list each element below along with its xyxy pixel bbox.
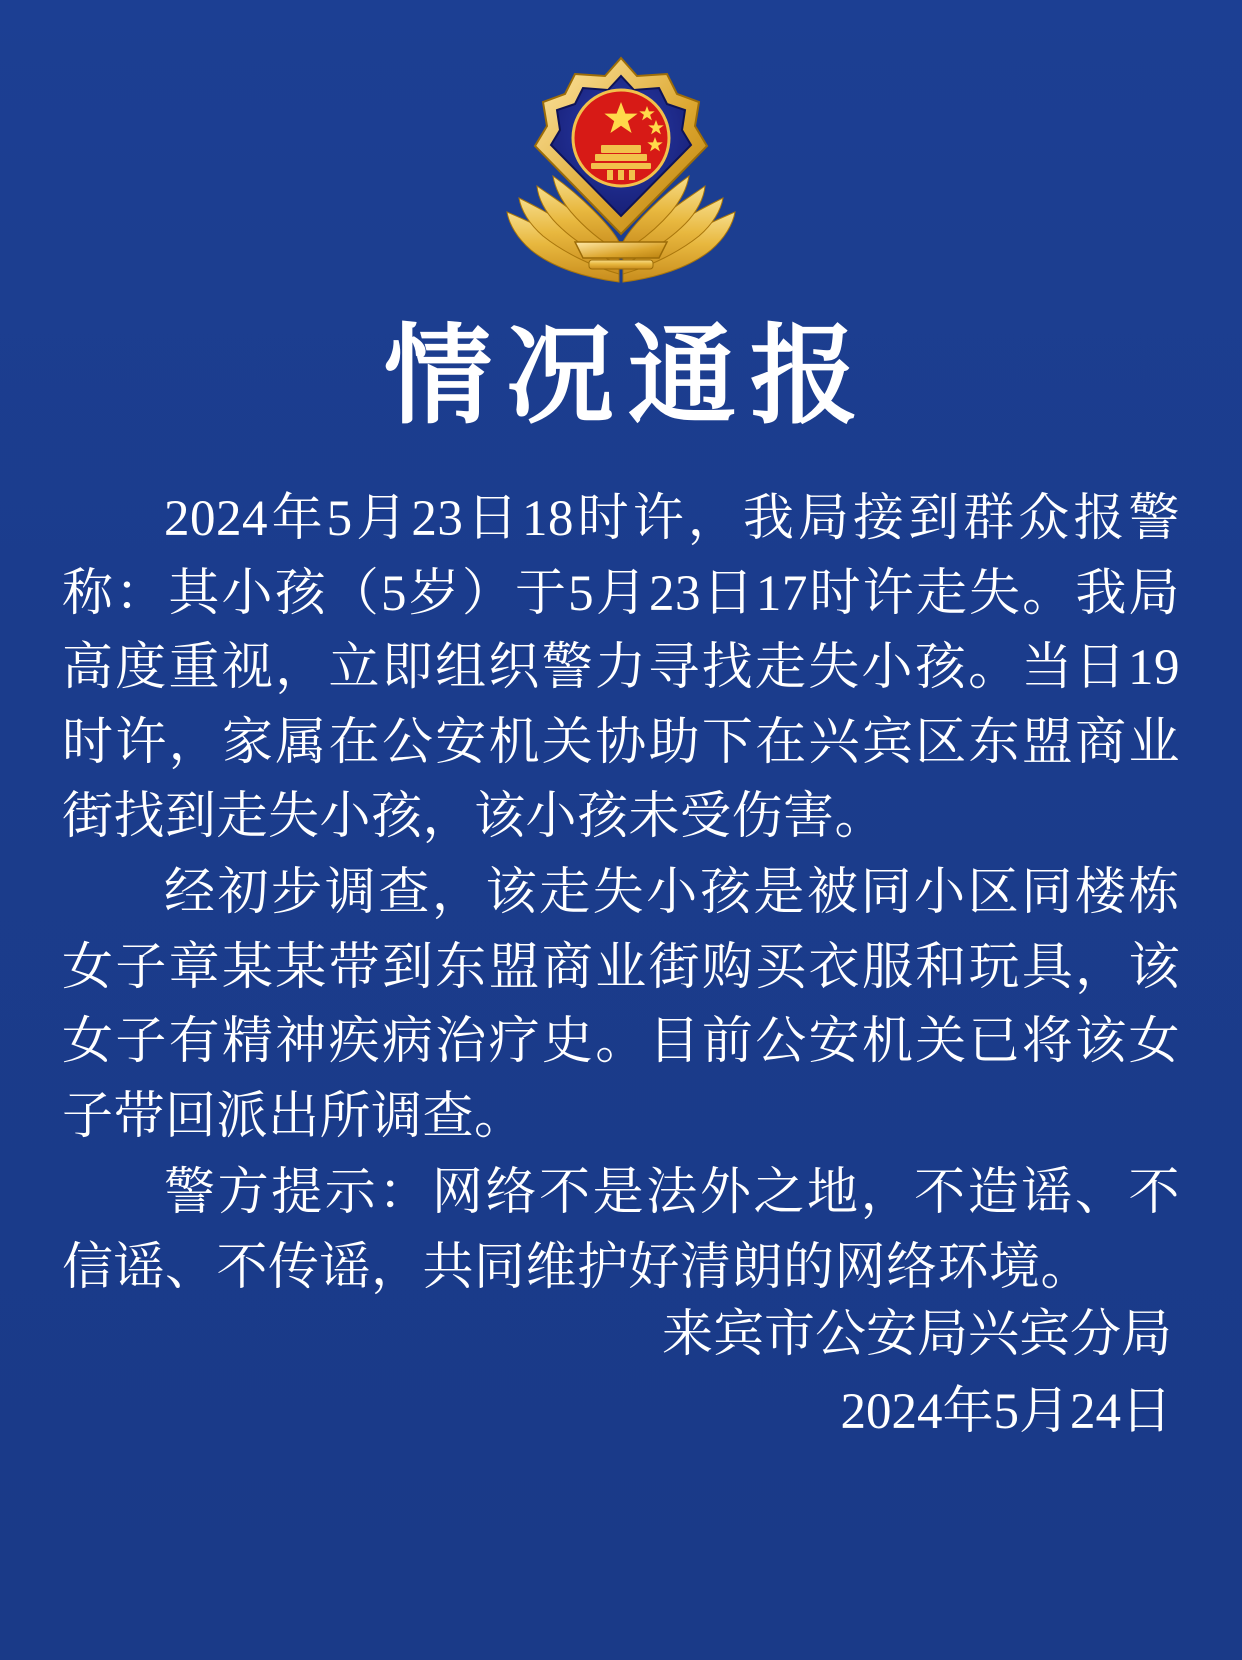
paragraph-3: 警方提示：网络不是法外之地，不造谣、不信谣、不传谣，共同维护好清朗的网络环境。 (62, 1165, 1180, 1296)
issuing-authority: 来宾市公安局兴宾分局 (661, 1307, 1172, 1363)
signature-block (662, 1297, 1172, 1450)
paragraph-2: 经初步调查，该走失小孩是被同小区同楼栋女子章某某带到东盟商业街购买衣服和玩具，该女子有精神疾病治疗史。目前公安机关已将该女子带回派出所调查。 (62, 865, 1180, 1145)
china-police-emblem (491, 46, 751, 298)
issue-date: 2024年5月24日 (840, 1383, 1172, 1440)
paragraph-1: 2024年5月23日18时许，我局接到群众报警称：其小孩（5岁）于5月23日17时许走失。我局高度重视，立即组织警力寻找走失小孩。当日19时许，家属在公安机关协助下在兴宾区东盟商业街找到走失小孩，该小孩未受伤害。 (62, 491, 1180, 845)
page-title: 情况通报 (383, 318, 872, 437)
emblem-container (0, 0, 1242, 298)
notice-body (62, 482, 1180, 1305)
